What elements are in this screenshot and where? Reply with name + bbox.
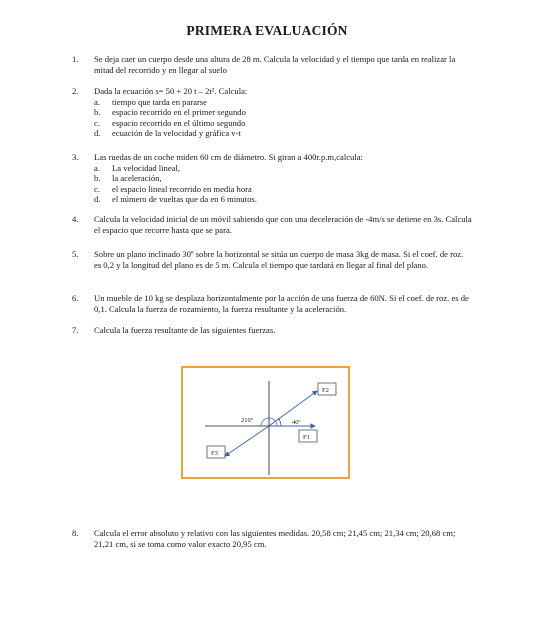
question-4 [72,214,472,235]
question-2 [72,86,472,139]
angle-f3-label: 210º [241,417,253,424]
question-3 [72,152,472,205]
question-number: 6. [72,293,79,303]
item-text: espacio recorrido en el último segundo [112,117,246,128]
list-item [94,173,472,184]
question-number: 4. [72,214,79,224]
item-letter: b. [94,107,101,118]
list-item [94,183,472,195]
force-diagram [181,366,350,479]
item-letter: d. [94,194,101,205]
question-number: 7. [72,325,79,335]
question-6 [72,293,472,314]
list-item [94,194,472,205]
question-1 [72,54,472,75]
item-letter: a. [94,162,100,173]
item-letter: c. [94,117,100,128]
question-number: 8. [72,528,79,538]
question-text: Calcula la fuerza resultante de las siguientes fuerzas. [94,325,276,335]
angle-f2-label: 40º [292,419,301,426]
question-5 [72,249,472,270]
item-text: el número de vueltas que da en 6 minutos. [112,194,257,205]
question-text: Las ruedas de un coche miden 60 cm de diámetro. Si giran a 400r.p.m,calcula: [94,152,363,162]
list-item [94,162,472,174]
question-number: 2. [72,86,79,96]
list-item [94,117,472,129]
item-text: la aceleración, [112,173,162,184]
question-text: Se deja caer un cuerpo desde una altura de 28 m. Calcula la velocidad y el tiempo que tarda en realizar la mitad del recorrido y en llegar al suelo [94,54,456,75]
item-letter: c. [94,183,100,194]
item-text: La velocidad lineal, [112,162,181,173]
question-text: Calcula el error absoluto y relativo con las siguientes medidas. 20,58 cm; 21,45 cm; 21,34 cm; 20,68 cm; 21,21 cm, si se toma como valor exacto 20,95 cm. [94,528,456,549]
force-diagram-svg [183,368,348,477]
question-number: 5. [72,249,79,259]
question-7 [72,325,472,336]
question-text: Sobre un plano inclinado 30º sobre la horizontal se sitúa un cuerpo de masa 3kg de masa. Si el coef. de roz. es 0,2 y la longitud del plano es de 5 m. Calcula el tiempo que tardará en llegar al final del plano. [94,249,464,270]
list-item [94,128,472,139]
f3-label: F3 [211,450,218,457]
item-text: espacio recorrido en el primer segundo [112,107,246,118]
item-text: ecuación de la velocidad y gráfica v-t [112,128,241,139]
item-text: tiempo que tarda en pararse [112,96,207,107]
question-text: Calcula la velocidad inicial de un móvil sabiendo que con una deceleración de -4m/s se detiene en 3s. Calcula el espacio que recorre hasta que se para. [94,214,472,235]
list-item [94,96,472,108]
question-number: 3. [72,152,79,162]
question-text: Un mueble de 10 kg se desplaza horizontalmente por la acción de una fuerza de 60N. Si el coef. de roz. es de 0,1. Calcula la fuerza de rozamiento, la fuerza resultante y la aceleración. [94,293,469,314]
question-number: 1. [72,54,79,64]
item-letter: d. [94,128,101,139]
item-letter: b. [94,173,101,184]
force-f3-arrow [225,426,269,456]
item-text: el espacio lineal recorrido en media hora [112,183,252,194]
page-title: PRIMERA EVALUACIÓN [186,23,348,38]
f1-label: F1 [303,434,310,441]
list-item [94,107,472,118]
question-text: Dada la ecuación s= 50 + 20 t – 2t². Calcula: [94,86,248,96]
item-letter: a. [94,96,100,107]
question-8 [72,528,472,549]
f2-label: F2 [322,387,329,394]
